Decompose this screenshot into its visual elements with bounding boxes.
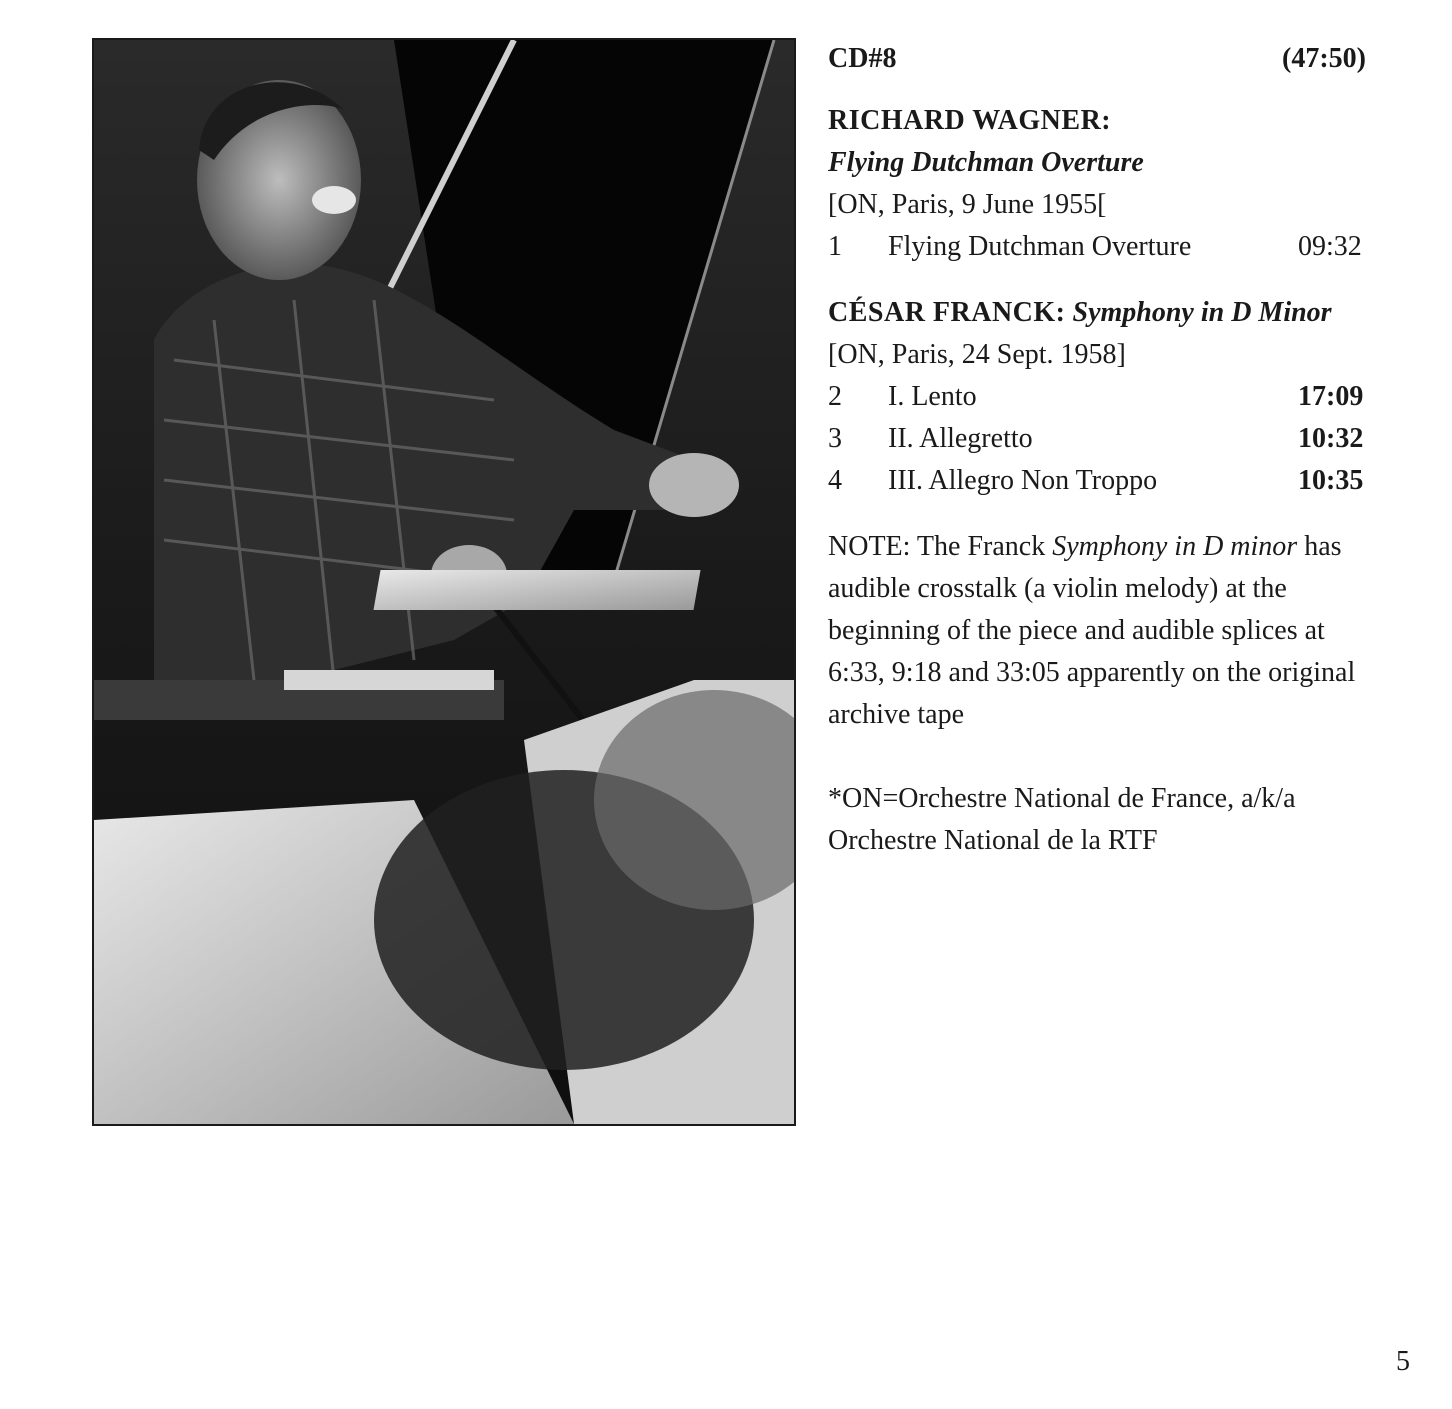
franck-section: [828, 292, 1388, 502]
cd-header: [828, 38, 1388, 80]
track-title: III. Allegro Non Troppo: [888, 465, 1158, 496]
composer-franck: CÉSAR FRANCK:: [828, 297, 1066, 328]
work-title-franck: Symphony in D Minor: [1072, 297, 1332, 328]
track-row: [828, 226, 1388, 268]
track-duration: 09:32: [1298, 231, 1362, 262]
conductor-photo: [92, 38, 796, 1126]
cd-label: CD#8: [828, 43, 897, 74]
composer-wagner: RICHARD WAGNER:: [828, 105, 1112, 136]
track-row: [828, 376, 1388, 418]
track-duration: 10:35: [1298, 465, 1364, 496]
wagner-section: [828, 100, 1388, 268]
track-duration: 17:09: [1298, 381, 1364, 412]
recording-info-franck: [ON, Paris, 24 Sept. 1958]: [828, 339, 1126, 370]
track-number: 4: [828, 465, 842, 496]
photo-illustration: [94, 40, 794, 1124]
note-paragraph: [828, 526, 1388, 736]
note-prefix: NOTE: The Franck: [828, 531, 1053, 562]
track-row: [828, 418, 1388, 460]
track-number: 3: [828, 423, 842, 454]
track-duration: 10:32: [1298, 423, 1364, 454]
composer-line-franck: [828, 292, 1388, 334]
track-row: [828, 460, 1388, 502]
cd-total-time: (47:50): [1282, 43, 1366, 74]
track-number: 2: [828, 381, 842, 412]
track-title: I. Lento: [888, 381, 977, 412]
note-suffix: has audible crosstalk (a violin melody) at the beginning of the piece and audible splices at 6:33, 9:18 and 33:05 apparently on the original archive tape: [828, 531, 1356, 730]
track-title: Flying Dutchman Overture: [888, 231, 1192, 262]
recording-info-wagner: [ON, Paris, 9 June 1955[: [828, 189, 1107, 220]
track-listing: [828, 38, 1388, 862]
note-work-title: Symphony in D minor: [1052, 531, 1298, 562]
page-number: 5: [1396, 1346, 1410, 1377]
work-title-wagner: Flying Dutchman Overture: [828, 147, 1144, 178]
track-title: II. Allegretto: [888, 423, 1033, 454]
track-number: 1: [828, 231, 842, 262]
footnote: *ON=Orchestre National de France, a/k/a Orchestre National de la RTF: [828, 783, 1296, 856]
